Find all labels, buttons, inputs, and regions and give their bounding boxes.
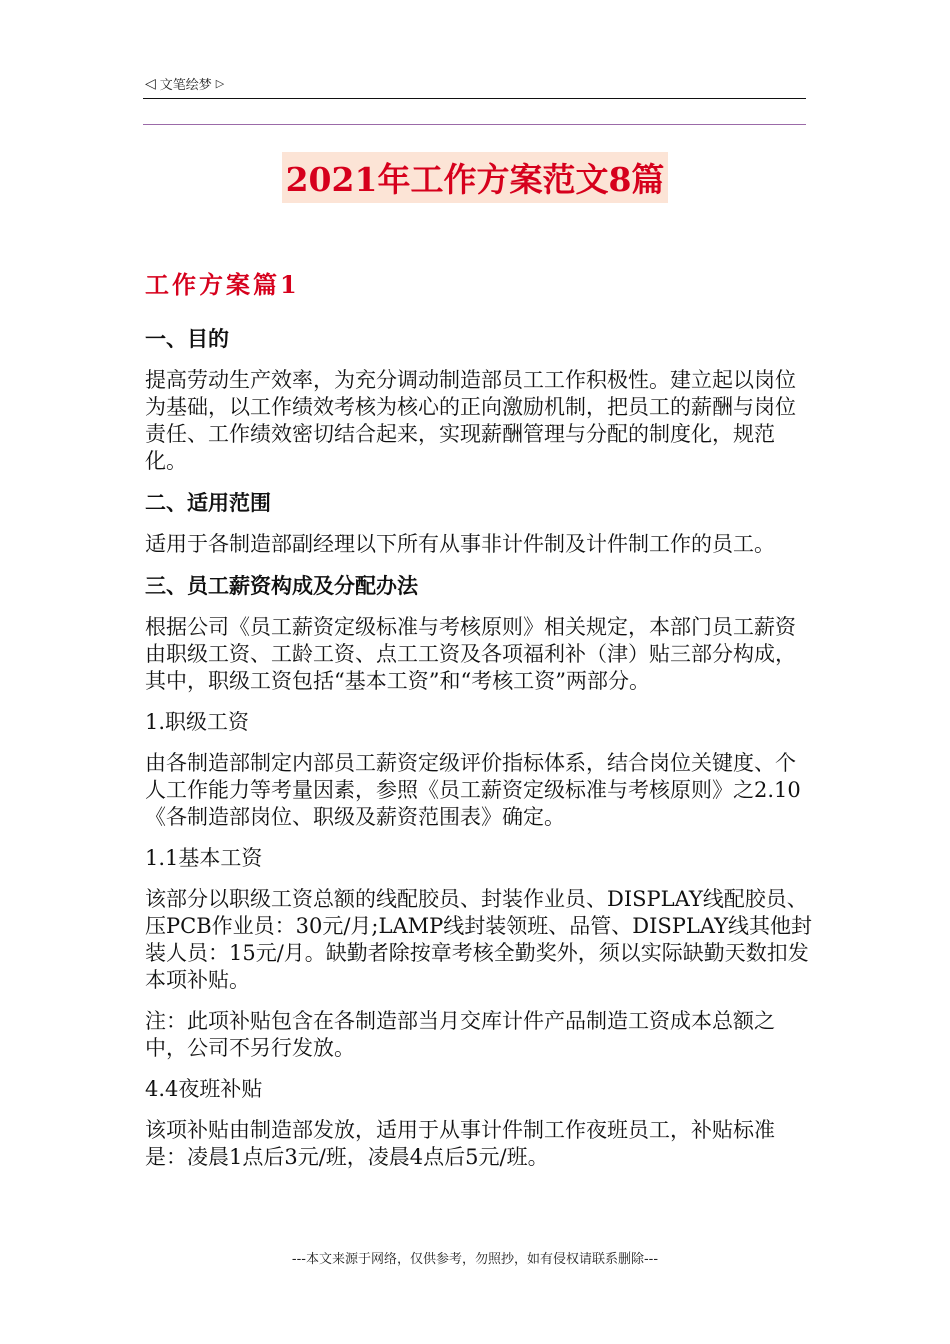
- paragraph: 根据公司《员工薪资定级标准与考核原则》相关规定，本部门员工薪资由职级工资、工龄工资、点工工资及各项福利补（津）贴三部分构成，其中，职级工资包括“基本工资”和“考核工资”两部分。: [145, 615, 796, 693]
- header-accent-rule: [143, 124, 806, 125]
- header-brand: 文笔绘梦: [159, 78, 212, 93]
- paragraph: 提高劳动生产效率，为充分调动制造部员工工作积极性。建立起以岗位为基础，以工作绩效考核为核心的正向激励机制，把员工的薪酬与岗位责任、工作绩效密切结合起来，实现薪酬管理与分配的制度化，规范化。: [145, 368, 796, 473]
- triangle-right-icon: ▷: [215, 77, 225, 90]
- paragraph: 该项补贴由制造部发放，适用于从事计件制工作夜班员工，补贴标准是：凌晨1点后3元/班，凌晨4点后5元/班。: [145, 1118, 775, 1169]
- document-body: [145, 270, 815, 1185]
- note-paragraph: 注：此项补贴包含在各制造部当月交库计件产品制造工资成本总额之中，公司不另行发放。: [145, 1009, 775, 1060]
- subheading: 1.1基本工资: [145, 846, 263, 870]
- heading-salary-structure: 三、员工薪资构成及分配办法: [145, 574, 418, 598]
- disclaimer-footer: ---本文来源于网络，仅供参考，勿照抄，如有侵权请联系删除---: [291, 1252, 659, 1267]
- paragraph: 由各制造部制定内部员工薪资定级评价指标体系，结合岗位关键度、个人工作能力等考量因素，参照《员工薪资定级标准与考核原则》之2.10《各制造部岗位、职级及薪资范围表》确定。: [145, 751, 801, 829]
- section-title: 工作方案篇1: [145, 270, 300, 299]
- doc-header: [145, 74, 224, 93]
- triangle-left-icon: ◁: [145, 75, 156, 92]
- subheading: 4.4夜班补贴: [145, 1077, 263, 1101]
- paragraph: 适用于各制造部副经理以下所有从事非计件制及计件制工作的员工。: [145, 532, 775, 556]
- heading-purpose: 一、目的: [145, 327, 229, 351]
- document-title: 2021年工作方案范文8篇: [282, 152, 669, 203]
- title-area: [0, 152, 950, 203]
- subheading: 1.职级工资: [145, 710, 250, 734]
- heading-scope: 二、适用范围: [145, 491, 271, 515]
- paragraph: 该部分以职级工资总额的线配胶员、封装作业员、DISPLAY线配胶员、压PCB作业员：30元/月;LAMP线封装领班、品管、DISPLAY线其他封装人员：15元/月。缺勤者除按章考核全勤奖外，须以实际缺勤天数扣发本项补贴。: [145, 887, 813, 992]
- header-rule: [143, 98, 806, 99]
